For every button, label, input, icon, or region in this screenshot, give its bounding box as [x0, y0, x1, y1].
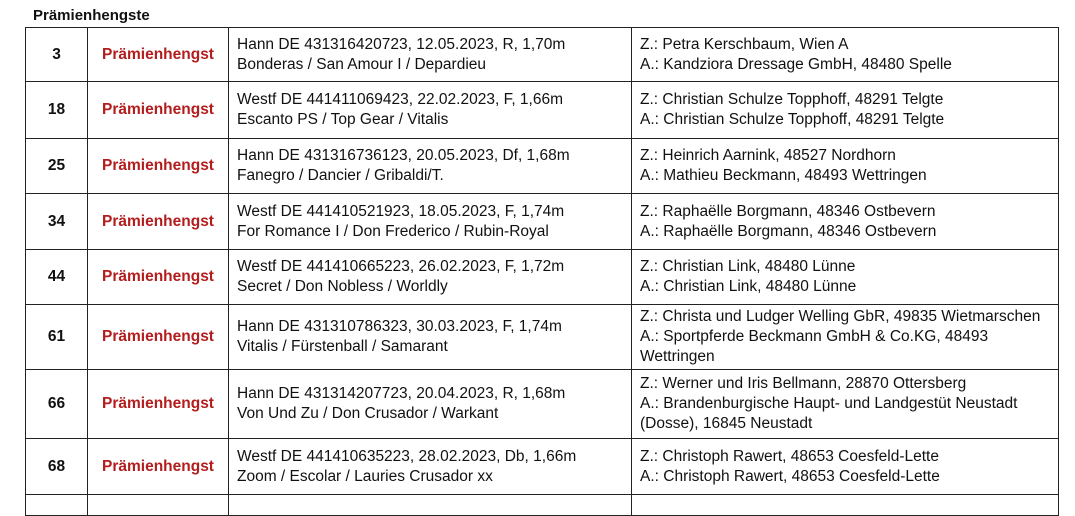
registration-line: Hann DE 431316736123, 20.05.2023, Df, 1,68m	[237, 147, 570, 164]
pedigree-line: Vitalis / Fürstenball / Samarant	[237, 338, 448, 355]
empty-cell	[632, 495, 1059, 516]
owner-line: A.: Christian Link, 48480 Lünne	[640, 278, 857, 295]
award-title: Prämienhengst	[88, 194, 229, 250]
registration-line: Hann DE 431310786323, 30.03.2023, F, 1,74m	[237, 318, 562, 335]
table-row	[26, 28, 1059, 82]
breeder-owner	[632, 250, 1059, 305]
award-title: Prämienhengst	[88, 82, 229, 139]
owner-line: A.: Brandenburgische Haupt- und Landgestüt Neustadt	[640, 395, 1018, 412]
table-row	[26, 194, 1059, 250]
registration-line: Hann DE 431316420723, 12.05.2023, R, 1,70m	[237, 35, 566, 53]
owner-line: A.: Kandziora Dressage GmbH, 48480 Spelle	[640, 55, 952, 73]
empty-cell	[88, 495, 229, 516]
breeder-line: Z.: Christian Schulze Topphoff, 48291 Telgte	[640, 91, 944, 108]
owner-line: A.: Mathieu Beckmann, 48493 Wettringen	[640, 167, 927, 184]
horse-info	[229, 439, 632, 495]
breeder-line: Z.: Raphaëlle Borgmann, 48346 Ostbevern	[640, 202, 936, 220]
breeder-owner	[632, 82, 1059, 139]
horse-info	[229, 139, 632, 194]
breeder-line: Z.: Christoph Rawert, 48653 Coesfeld-Lette	[640, 447, 939, 465]
catalog-number: 44	[26, 250, 88, 305]
owner-line: A.: Sportpferde Beckmann GmbH & Co.KG, 48493	[640, 328, 989, 345]
catalog-number: 25	[26, 139, 88, 194]
breeder-owner	[632, 28, 1059, 82]
breeder-owner	[632, 194, 1059, 250]
registration-line: Hann DE 431314207723, 20.04.2023, R, 1,68m	[237, 385, 566, 402]
pedigree-line: Secret / Don Nobless / Worldly	[237, 278, 448, 295]
breeder-line: Z.: Christian Link, 48480 Lünne	[640, 258, 856, 275]
owner-line-continued: Wettringen	[640, 348, 715, 365]
breeder-owner	[632, 305, 1059, 370]
registration-line: Westf DE 441410665223, 26.02.2023, F, 1,72m	[237, 258, 565, 275]
breeder-line: Z.: Christa und Ludger Welling GbR, 49835 Wietmarschen	[640, 308, 1041, 325]
breeder-line: Z.: Petra Kerschbaum, Wien A	[640, 35, 849, 53]
table-row	[26, 82, 1059, 139]
table-row	[26, 139, 1059, 194]
horse-info	[229, 28, 632, 82]
breeder-line: Z.: Werner und Iris Bellmann, 28870 Ottersberg	[640, 375, 967, 392]
breeder-owner	[632, 370, 1059, 439]
stallion-table	[25, 27, 1059, 516]
horse-info	[229, 194, 632, 250]
catalog-number: 34	[26, 194, 88, 250]
empty-cell	[26, 495, 88, 516]
breeder-owner	[632, 439, 1059, 495]
pedigree-line: Escanto PS / Top Gear / Vitalis	[237, 111, 449, 128]
pedigree-line: Zoom / Escolar / Lauries Crusador xx	[237, 467, 493, 485]
owner-line: A.: Raphaëlle Borgmann, 48346 Ostbevern	[640, 222, 937, 240]
registration-line: Westf DE 441410635223, 28.02.2023, Db, 1,66m	[237, 447, 577, 465]
horse-info	[229, 82, 632, 139]
pedigree-line: Fanegro / Dancier / Gribaldi/T.	[237, 167, 444, 184]
pedigree-line: Von Und Zu / Don Crusador / Warkant	[237, 405, 499, 422]
table-row	[26, 250, 1059, 305]
award-title: Prämienhengst	[88, 250, 229, 305]
catalog-number: 3	[26, 28, 88, 82]
owner-line: A.: Christoph Rawert, 48653 Coesfeld-Lette	[640, 467, 940, 485]
catalog-number: 66	[26, 370, 88, 439]
table-row-partial	[26, 495, 1059, 516]
registration-line: Westf DE 441411069423, 22.02.2023, F, 1,66m	[237, 91, 564, 108]
owner-line: A.: Christian Schulze Topphoff, 48291 Telgte	[640, 111, 945, 128]
award-title: Prämienhengst	[88, 28, 229, 82]
pedigree-line: Bonderas / San Amour I / Depardieu	[237, 55, 487, 73]
horse-info	[229, 305, 632, 370]
page-heading: Prämienhengste	[33, 7, 150, 24]
award-title: Prämienhengst	[88, 305, 229, 370]
breeder-owner	[632, 139, 1059, 194]
table-row	[26, 370, 1059, 439]
award-title: Prämienhengst	[88, 139, 229, 194]
table-row	[26, 439, 1059, 495]
award-title: Prämienhengst	[88, 439, 229, 495]
catalog-number: 18	[26, 82, 88, 139]
horse-info	[229, 250, 632, 305]
empty-cell	[229, 495, 632, 516]
catalog-number: 68	[26, 439, 88, 495]
registration-line: Westf DE 441410521923, 18.05.2023, F, 1,74m	[237, 202, 565, 220]
pedigree-line: For Romance I / Don Frederico / Rubin-Royal	[237, 222, 549, 240]
table-row	[26, 305, 1059, 370]
award-title: Prämienhengst	[88, 370, 229, 439]
breeder-line: Z.: Heinrich Aarnink, 48527 Nordhorn	[640, 147, 896, 164]
owner-line-continued: (Dosse), 16845 Neustadt	[640, 415, 813, 432]
horse-info	[229, 370, 632, 439]
catalog-number: 61	[26, 305, 88, 370]
